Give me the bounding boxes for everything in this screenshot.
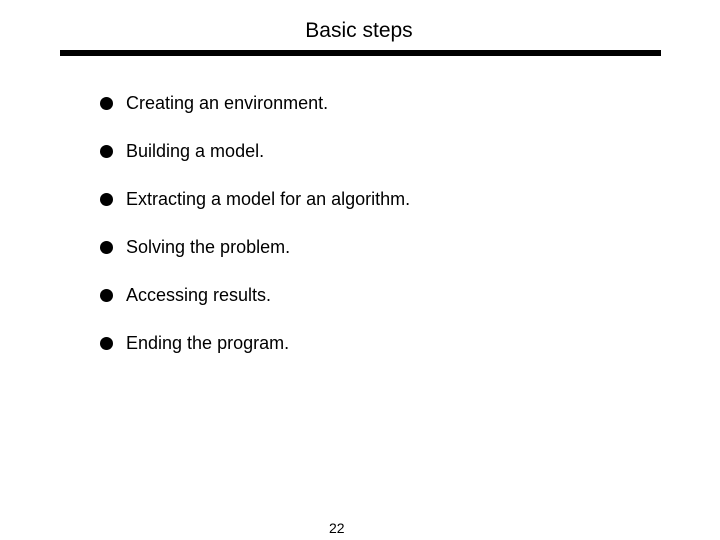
bullet-list xyxy=(100,88,410,376)
bullet-text: Accessing results. xyxy=(126,285,272,305)
bullet-dot-icon xyxy=(100,193,113,206)
bullet-text: Building a model. xyxy=(126,141,265,161)
bullet-item xyxy=(100,184,410,232)
bullet-dot-icon xyxy=(100,241,113,254)
bullet-dot-icon xyxy=(100,289,113,302)
bullet-text: Creating an environment. xyxy=(126,93,329,113)
bullet-item xyxy=(100,328,410,376)
bullet-dot-icon xyxy=(100,145,113,158)
bullet-item xyxy=(100,88,410,136)
bullet-text: Solving the problem. xyxy=(126,237,291,257)
bullet-item xyxy=(100,232,410,280)
bullet-item xyxy=(100,280,410,328)
title-divider xyxy=(60,50,661,56)
page-number: 22 xyxy=(329,520,345,536)
bullet-text: Ending the program. xyxy=(126,333,290,353)
bullet-dot-icon xyxy=(100,337,113,350)
slide-title: Basic steps xyxy=(305,19,413,42)
bullet-dot-icon xyxy=(100,97,113,110)
bullet-text: Extracting a model for an algorithm. xyxy=(126,189,411,209)
bullet-item xyxy=(100,136,410,184)
